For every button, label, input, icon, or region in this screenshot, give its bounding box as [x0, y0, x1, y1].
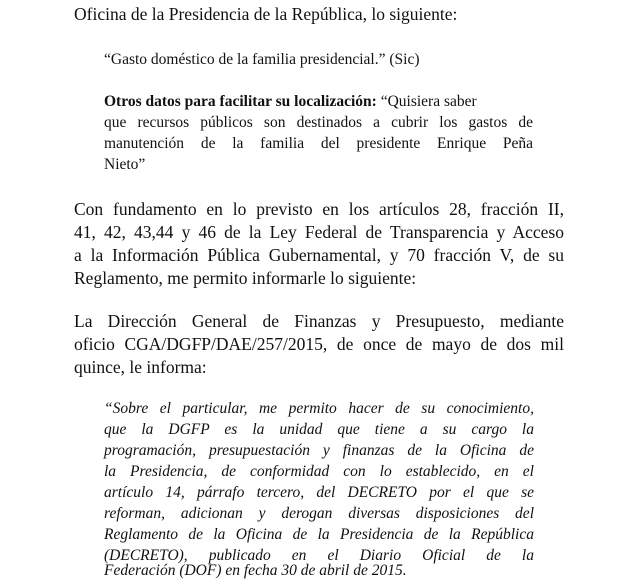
other-data-line-2: que recursos públicos son destinados a cubrir los gastos de: [104, 114, 533, 131]
response-line-6: reforman, adicionan y derogan diversas disposiciones del: [104, 505, 534, 522]
other-data-label: Otros datos para facilitar su localización:: [104, 93, 377, 110]
response-line-9: Federación (DOF) en fecha 30 de abril de 2015.: [104, 562, 407, 579]
response-line-7: Reglamento de la Oficina de la Presidencia de la República: [104, 526, 534, 543]
response-line-4: la Presidencia, de conformidad con lo establecido, en el: [104, 463, 534, 480]
basis-line-4: Reglamento, me permito informarle lo siguiente:: [74, 268, 417, 288]
basis-line-3: a la Información Pública Gubernamental, y 70 fracción V, de su: [74, 245, 564, 265]
basis-line-2: 41, 42, 43,44 y 46 de la Ley Federal de Transparencia y Acceso: [74, 222, 564, 242]
response-line-3: programación, presupuestación y finanzas de la Oficina de: [104, 442, 534, 459]
response-line-8: (DECRETO), publicado en el Diario Oficial de la: [104, 547, 534, 564]
request-quote: [104, 51, 420, 69]
request-sic: (Sic): [385, 51, 420, 68]
basis-line-1: Con fundamento en lo previsto en los artículos 28, fracción II,: [74, 199, 564, 219]
request-quote-text: “Gasto doméstico de la familia presidencial.”: [104, 51, 386, 68]
other-data-line-1-text: “Quisiera saber: [376, 93, 477, 110]
direction-line-1: La Dirección General de Finanzas y Presupuesto, mediante: [74, 311, 564, 331]
other-data-line-3: manutención de la familia del presidente Enrique Peña: [104, 135, 533, 152]
direction-line-3: quince, le informa:: [74, 357, 207, 377]
intro-line: Oficina de la Presidencia de la República, lo siguiente:: [74, 4, 458, 24]
response-line-5: artículo 14, párrafo tercero, del DECRETO por el que se: [104, 484, 534, 501]
other-data-line-1: [104, 93, 477, 111]
response-line-1: “Sobre el particular, me permito hacer de su conocimiento,: [104, 400, 534, 417]
direction-line-2: oficio CGA/DGFP/DAE/257/2015, de once de mayo de dos mil: [74, 334, 564, 354]
response-line-2: que la DGFP es la unidad que tiene a su cargo la: [104, 421, 534, 438]
other-data-line-4: Nieto”: [104, 156, 146, 173]
